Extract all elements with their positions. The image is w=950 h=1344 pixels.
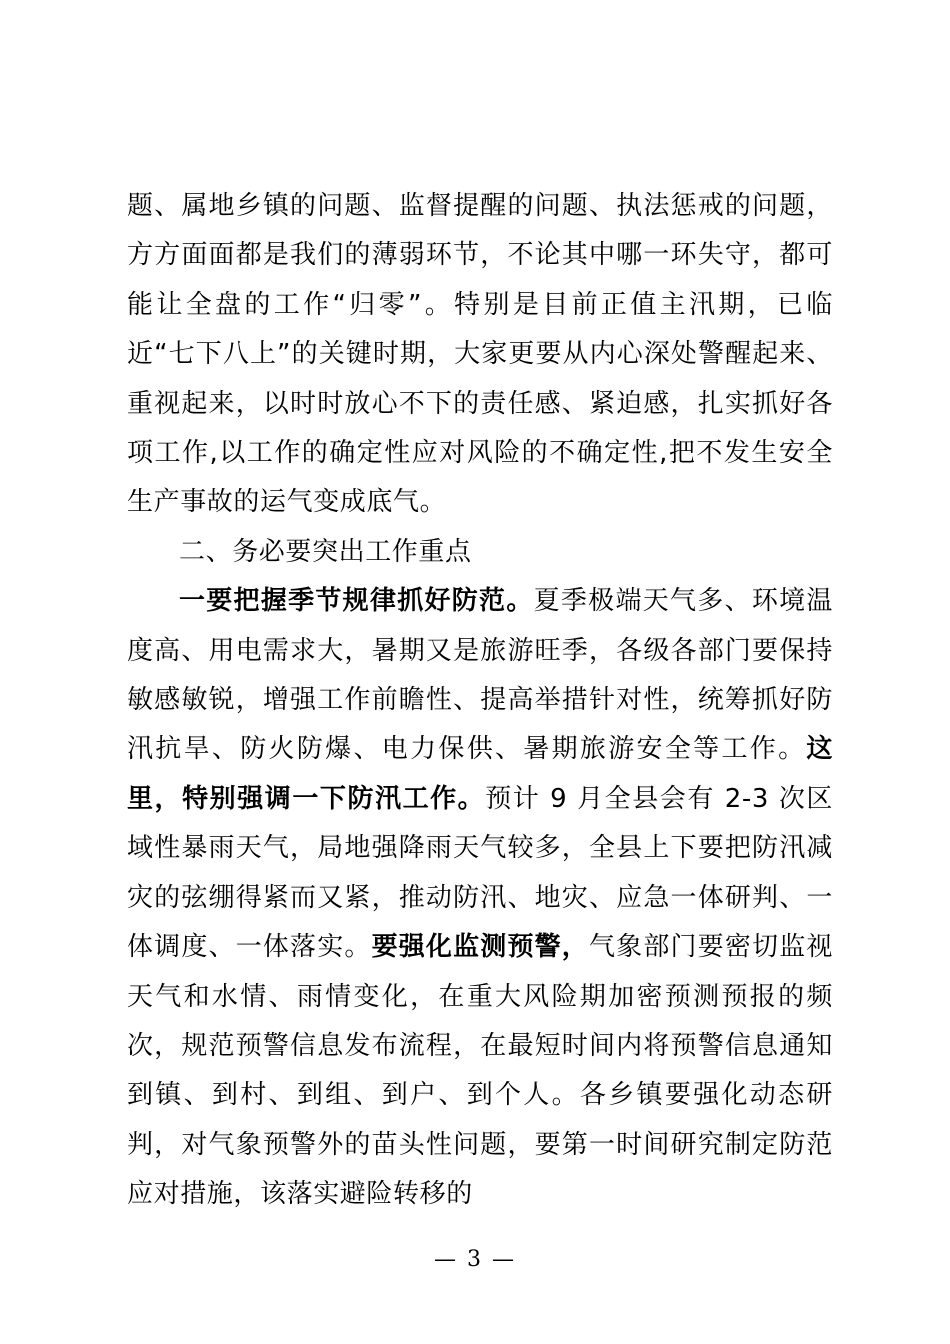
paragraph-text-2: 预计 9 月全县会有 2-3 次区域性暴雨天气，局地强降雨天气较多，全县上下要把防汛减灾的弦绷得紧而又紧，推动防汛、地灾、应急一体研判、一体调度、一体落实。 xyxy=(127,783,833,963)
emphasis-monitoring-warning: 要强化监测预警， xyxy=(371,932,589,963)
emphasis-flood-control: 这里，特别强调一下防汛工作。 xyxy=(127,734,833,814)
section-heading: 二、务必要突出工作重点 xyxy=(179,536,472,567)
paragraph-text-3: 气象部门要密切监视天气和水情、雨情变化，在重大风险期加密预测预报的频次，规范预警信息发布流程，在最短时间内将预警信息通知到镇、到村、到组、到户、到个人。各乡镇要强化动态研判，对气象预警外的苗头性问题，要第一时间研究制定防范应对措施，该落实避险转移的 xyxy=(127,932,833,1210)
continued-paragraph: 题、属地乡镇的问题、监督提醒的问题、执法惩戒的问题，方方面面都是我们的薄弱环节，不论其中哪一环失守，都可能让全盘的工作“归零”。特别是目前正值主汛期，已临近“七下八上”的关键时期，大家更要从内心深处警醒起来、重视起来，以时时放心不下的责任感、紧迫感，扎实抓好各项工作,以工作的确定性应对风险的不确定性,把不发生安全生产事故的运气变成底气。 xyxy=(127,191,833,518)
paragraph-text-1: 夏季极端天气多、环境温度高、用电需求大，暑期又是旅游旺季，各级各部门要保持敏感敏锐，增强工作前瞻性、提高举措针对性，统筹抓好防汛抗旱、防火防爆、电力保供、暑期旅游安全等工作。 xyxy=(127,586,833,765)
section-paragraph xyxy=(127,577,833,1219)
page-number: — 3 — xyxy=(434,1247,516,1272)
emphasis-season-prevention: 一要把握季节规律抓好防范。 xyxy=(179,586,534,617)
document-body xyxy=(127,182,833,1220)
